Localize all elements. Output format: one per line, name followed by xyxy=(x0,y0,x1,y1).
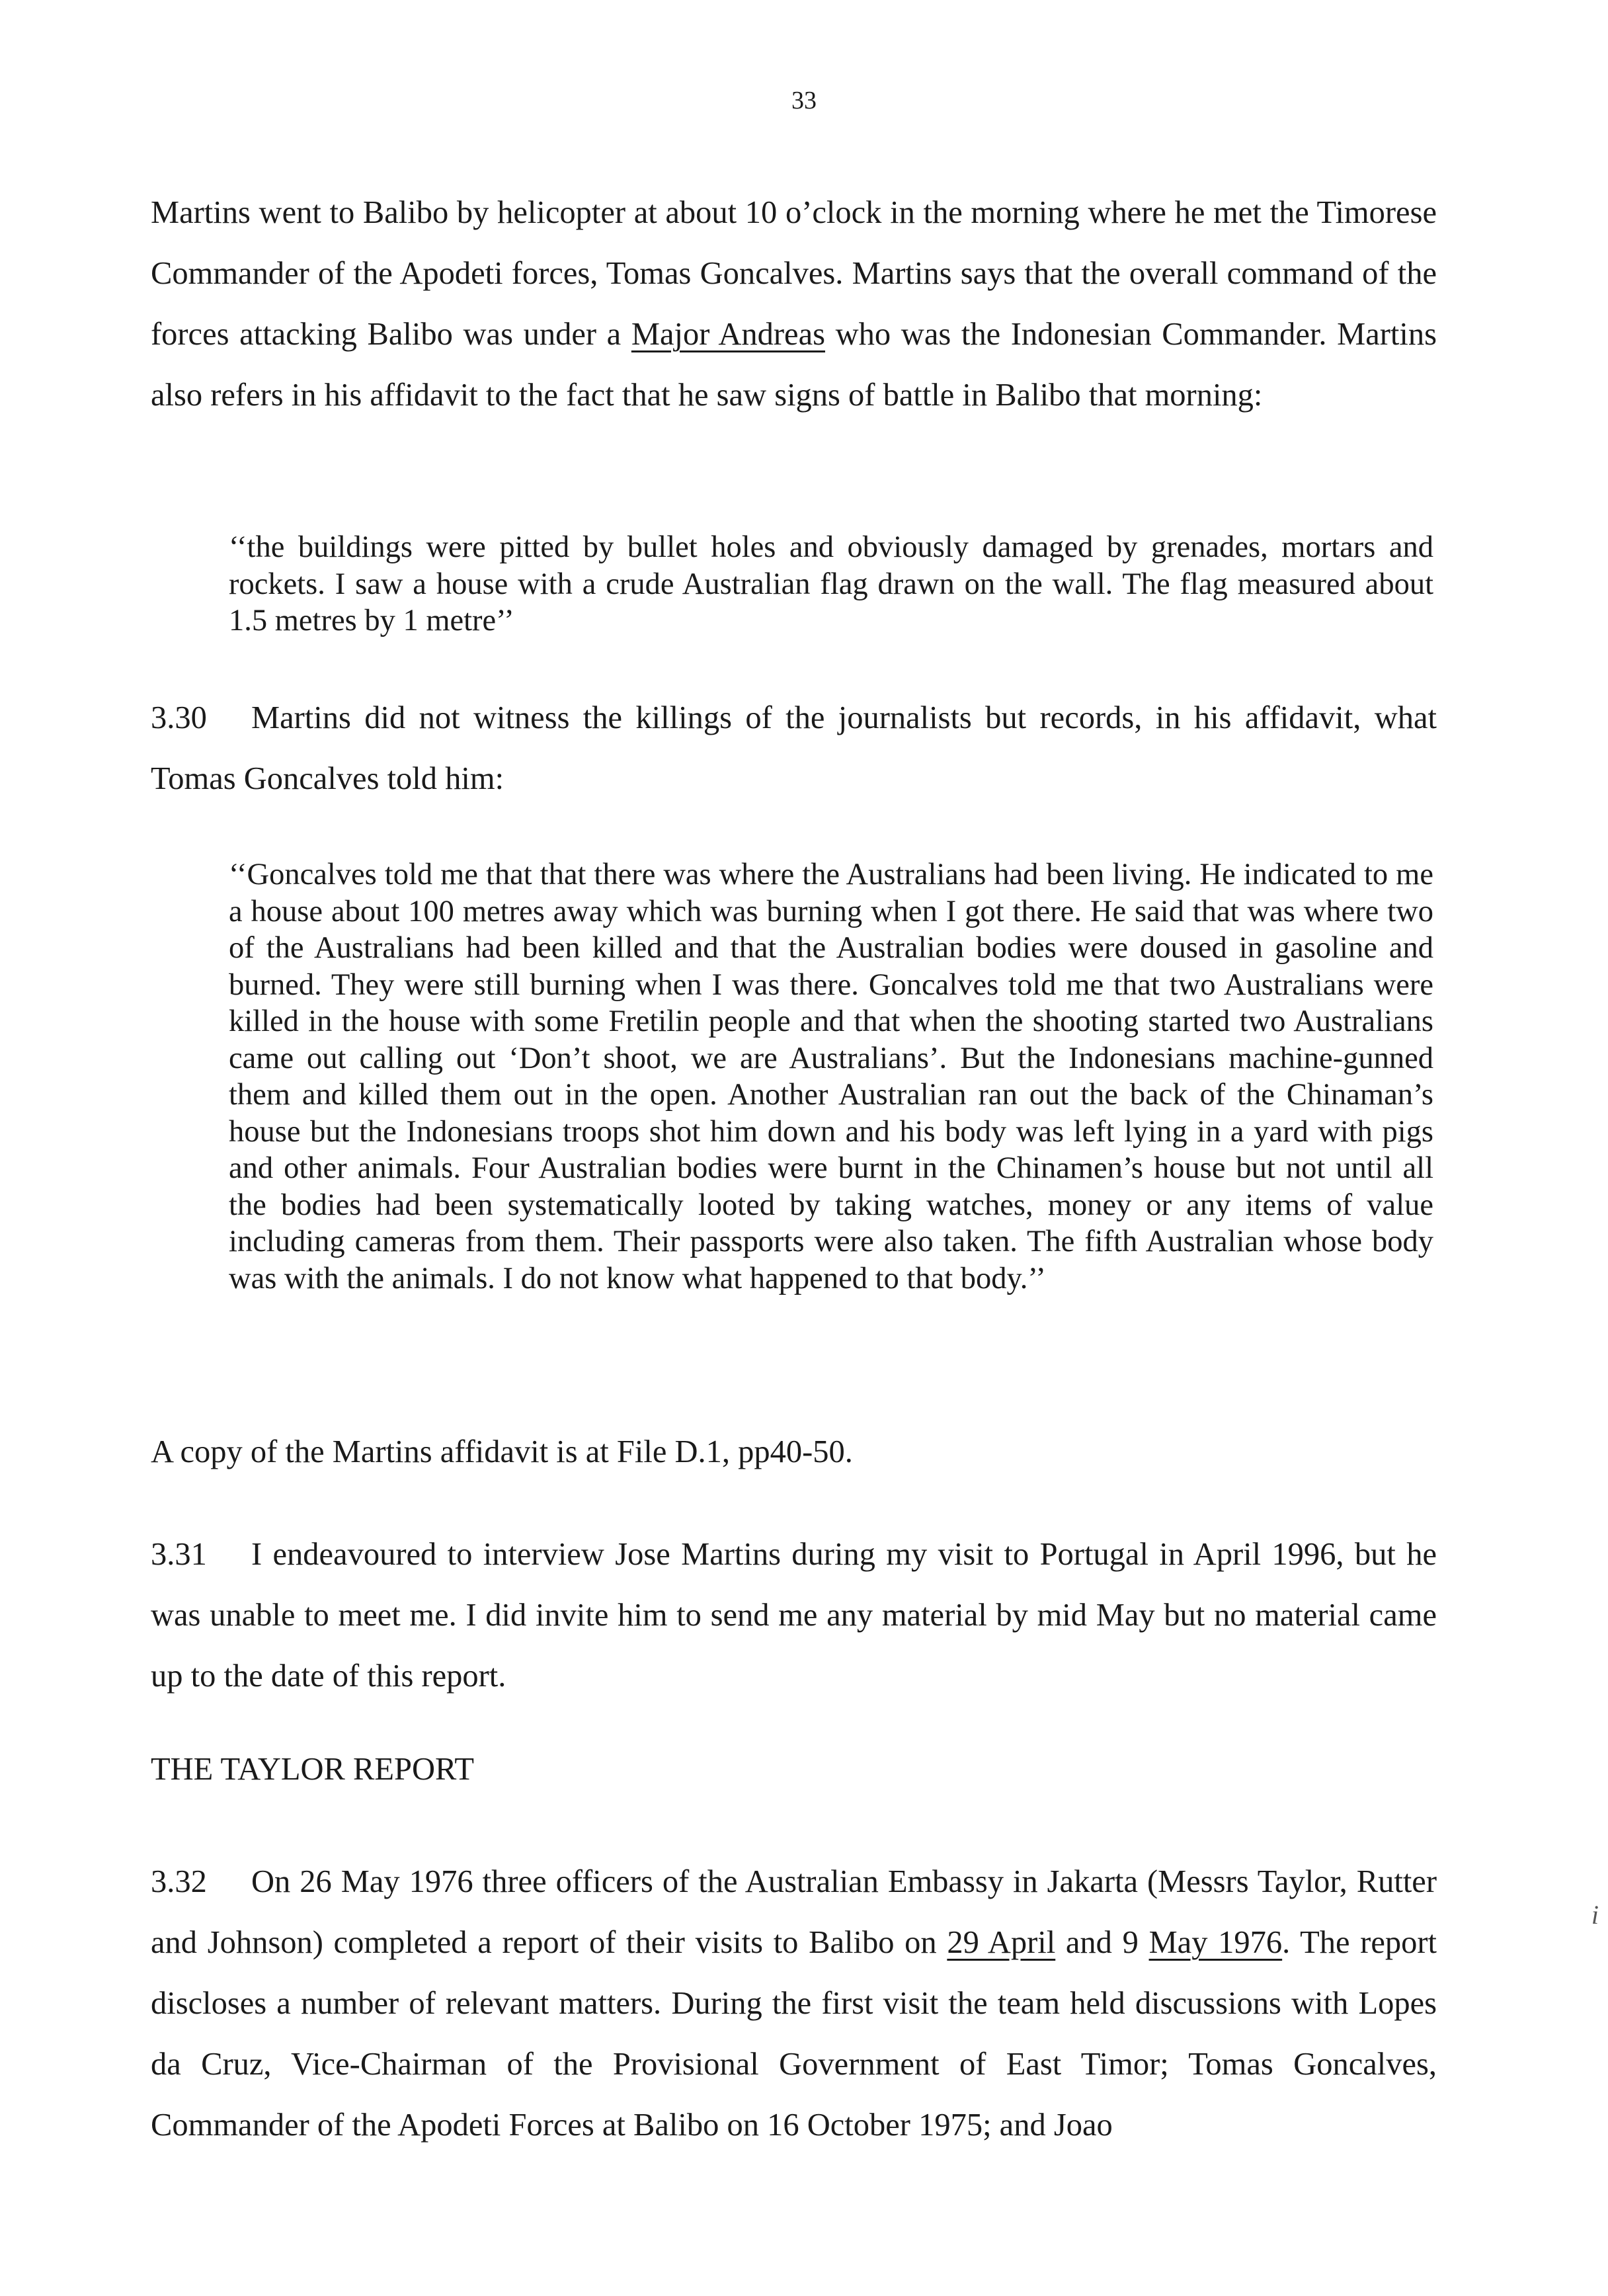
underlined-name: Major Andreas xyxy=(631,317,825,352)
paragraph-3-31 xyxy=(151,1524,1437,1707)
paragraph-number: 3.31 xyxy=(151,1537,207,1572)
paragraph-text: I endeavoured to interview Jose Martins during my visit to Portugal in April 1996, but he was unable to meet me. I did invite him to send me any material by mid May but no material came up to the date of this report. xyxy=(151,1537,1437,1694)
underlined-date: 29 April xyxy=(947,1925,1056,1960)
paragraph-text: and 9 xyxy=(1055,1925,1149,1960)
margin-mark: i xyxy=(1591,1900,1599,1930)
paragraph-text: Martins did not witness the killings of the journalists but records, in his affidavit, what Tomas Goncalves told him: xyxy=(151,700,1437,796)
paragraph-text: who was the Indonesian Commander. Martins also refers in his affidavit to the fact that he saw signs of battle in Balibo that morning: xyxy=(151,317,1437,413)
page-number: 33 xyxy=(791,87,817,114)
paragraph-text: Martins went to Balibo by helicopter at about 10 o’clock in the morning where he met the Timorese Commander of the Apodeti forces, Tomas Goncalves. Martins says that the overall command of the forces attacking Balibo was under a xyxy=(151,195,1437,352)
paragraph-3-32 xyxy=(151,1852,1437,2156)
underlined-date: May 1976 xyxy=(1148,1925,1283,1960)
copy-note: A copy of the Martins affidavit is at File D.1, pp40-50. xyxy=(151,1434,853,1469)
quote-goncalves: ‘‘Goncalves told me that that there was where the Australians had been living. He indicated to me a house about 100 metres away which was burning when I got there. He said that was where two of the Australians had been killed and that the Australian bodies were doused in gasoline and burned. They were still burning when I was there. Goncalves told me that two Australians were killed in the house with some Fretilin people and that when the shooting started two Australians came out calling out ‘Don’t shoot, we are Australians’. But the Indonesians machine-gunned them and killed them out in the open. Another Australian ran out the back of the Chinaman’s house but the Indonesians troops shot him down and his body was left lying in a yard with pigs and other animals. Four Australian bodies were burnt in the Chinamen’s house but not until all the bodies had been systematically looted by taking watches, money or any items of value including cameras from them. Their passports were also taken. The fifth Australian whose body was with the animals. I do not know what happened to that body.’’ xyxy=(229,858,1433,1295)
paragraph-text: On 26 May 1976 three officers of the Australian Embassy in Jakarta (Messrs Taylor, Rutter and Johnson) completed a report of their visits to Balibo on xyxy=(151,1864,1437,1960)
paragraph-martins-balibo xyxy=(151,183,1437,426)
paragraph-number: 3.30 xyxy=(151,700,207,735)
section-heading: THE TAYLOR REPORT xyxy=(151,1752,475,1787)
paragraph-3-30 xyxy=(151,688,1437,809)
paragraph-text: . The report discloses a number of relevant matters. During the first visit the team held discussions with Lopes da Cruz, Vice-Chairman of the Provisional Government of East Timor; Tomas Goncalves, Commander of the Apodeti Forces at Balibo on 16 October 1975; and Joao xyxy=(151,1925,1437,2143)
quote-buildings: ‘‘the buildings were pitted by bullet holes and obviously damaged by grenades, mortars and rockets. I saw a house with a crude Australian flag drawn on the wall. The flag measured about 1.5 metres by 1 metre’’ xyxy=(229,530,1433,637)
paragraph-number: 3.32 xyxy=(151,1864,207,1899)
